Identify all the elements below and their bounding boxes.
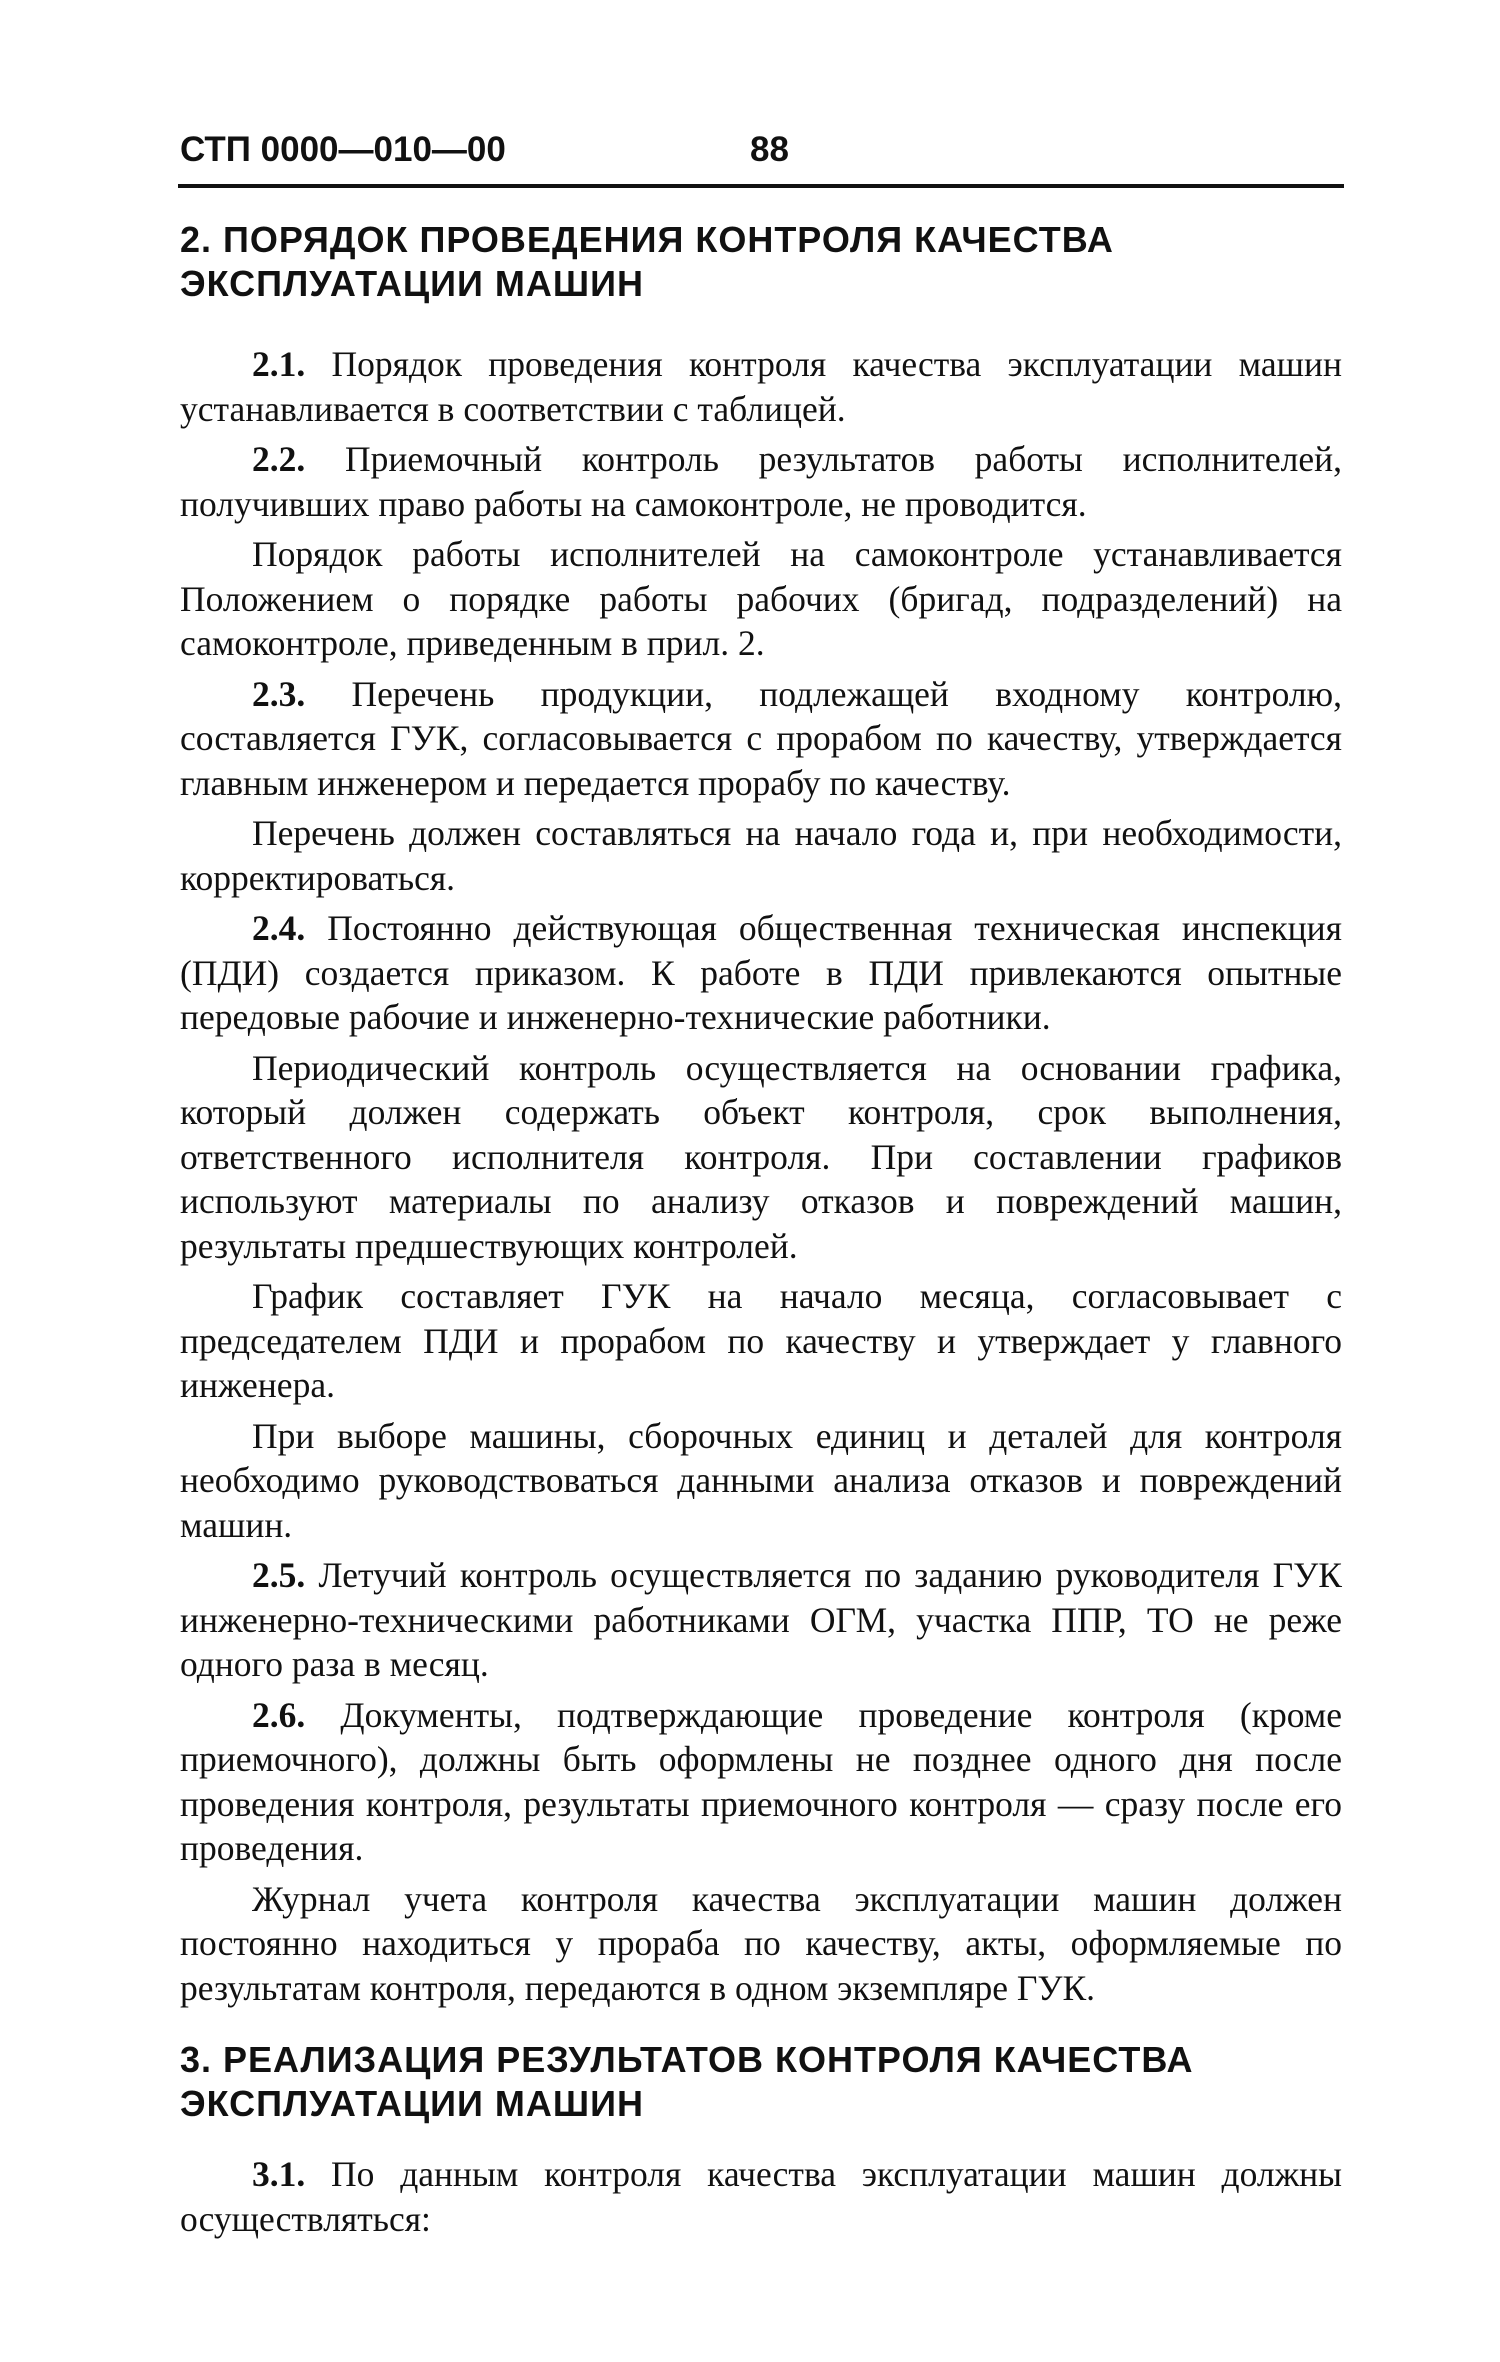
paragraph-text: По данным контроля качества эксплуатации машин должны осуществляться: bbox=[180, 2154, 1342, 2239]
paragraph-number: 2.3. bbox=[252, 673, 306, 714]
paragraph-2-2-self-control bbox=[180, 532, 1342, 666]
document-body bbox=[180, 218, 1342, 2247]
paragraph-text: Приемочный контроль результатов работы исполнителей, получивших право работы на самоконтроле, не проводится. bbox=[180, 439, 1342, 524]
paragraph-text: Летучий контроль осуществляется по заданию руководителя ГУК инженерно-техническими работниками ОГМ, участка ППР, ТО не реже одного раза в месяц. bbox=[180, 1555, 1342, 1684]
paragraph-2-1 bbox=[180, 342, 1342, 431]
paragraph-text: Журнал учета контроля качества эксплуатации машин должен постоянно находиться у прораба по качеству, акты, оформляемые по результатам контроля, передаются в одном экземпляре ГУК. bbox=[180, 1878, 1342, 2008]
paragraph-text: Перечень должен составляться на начало года и, при необходимости, корректироваться. bbox=[180, 813, 1342, 898]
paragraph-text: Документы, подтверждающие проведение контроля (кроме приемочного), должны быть оформлены не позднее одного дня после проведения контроля, результаты приемочного контроля — сразу после его проведения. bbox=[180, 1694, 1342, 1868]
paragraph-text: График составляет ГУК на начало месяца, согласовывает с председателем ПДИ и прорабом по качеству и утверждает у главного инженера. bbox=[180, 1276, 1342, 1405]
paragraph-number: 3.1. bbox=[252, 2154, 306, 2194]
paragraph-2-6-journal bbox=[180, 1877, 1342, 2011]
paragraph-number: 2.2. bbox=[252, 439, 306, 479]
section-3-title: 3. РЕАЛИЗАЦИЯ РЕЗУЛЬТАТОВ КОНТРОЛЯ КАЧЕСТВА ЭКСПЛУАТАЦИИ МАШИН bbox=[180, 2039, 1194, 2124]
paragraph-2-5 bbox=[180, 1553, 1342, 1687]
section-2-title: 2. ПОРЯДОК ПРОВЕДЕНИЯ КОНТРОЛЯ КАЧЕСТВА ЭКСПЛУАТАЦИИ МАШИН bbox=[180, 219, 1114, 304]
paragraph-number: 2.1. bbox=[252, 344, 306, 384]
paragraph-2-4 bbox=[180, 906, 1342, 1040]
paragraph-3-1 bbox=[180, 2152, 1342, 2241]
page-number: 88 bbox=[750, 130, 789, 169]
paragraph-2-4-periodic bbox=[180, 1046, 1342, 1269]
paragraph-number: 2.5. bbox=[252, 1555, 306, 1595]
paragraph-2-3-list bbox=[180, 811, 1342, 900]
paragraph-text: Перечень продукции, подлежащей входному контролю, составляется ГУК, согласовывается с прорабом по качеству, утверждается главным инженером и передается прорабу по качеству. bbox=[180, 673, 1342, 803]
paragraph-2-6 bbox=[180, 1693, 1342, 1871]
paragraph-text: Порядок проведения контроля качества эксплуатации машин устанавливается в соответствии с таблицей. bbox=[180, 344, 1342, 429]
paragraph-text: При выборе машины, сборочных единиц и деталей для контроля необходимо руководствоваться данными анализа отказов и повреждений машин. bbox=[180, 1415, 1342, 1545]
paragraph-text: Постоянно действующая общественная техническая инспекция (ПДИ) создается приказом. К работе в ПДИ привлекаются опытные передовые рабочие и инженерно-технические работники. bbox=[180, 908, 1342, 1037]
paragraph-number: 2.6. bbox=[252, 1694, 306, 1735]
page-header bbox=[180, 130, 1340, 178]
paragraph-text: Периодический контроль осуществляется на основании графика, который должен содержать объект контроля, срок выполнения, ответственного исполнителя контроля. При составлении графиков используют материалы по анализу отказов и повреждений машин, результаты предшествующих контролей. bbox=[180, 1047, 1342, 1266]
paragraph-text: Порядок работы исполнителей на самоконтроле устанавливается Положением о порядке работы рабочих (бригад, подразделений) на самоконтроле, приведенным в прил. 2. bbox=[180, 534, 1342, 663]
paragraph-2-4-selection bbox=[180, 1414, 1342, 1548]
document-code: СТП 0000—010—00 bbox=[180, 130, 506, 169]
paragraph-2-4-schedule bbox=[180, 1274, 1342, 1408]
paragraph-number: 2.4. bbox=[252, 908, 306, 948]
paragraph-2-2 bbox=[180, 437, 1342, 526]
paragraph-2-3 bbox=[180, 672, 1342, 806]
header-rule bbox=[178, 184, 1344, 188]
